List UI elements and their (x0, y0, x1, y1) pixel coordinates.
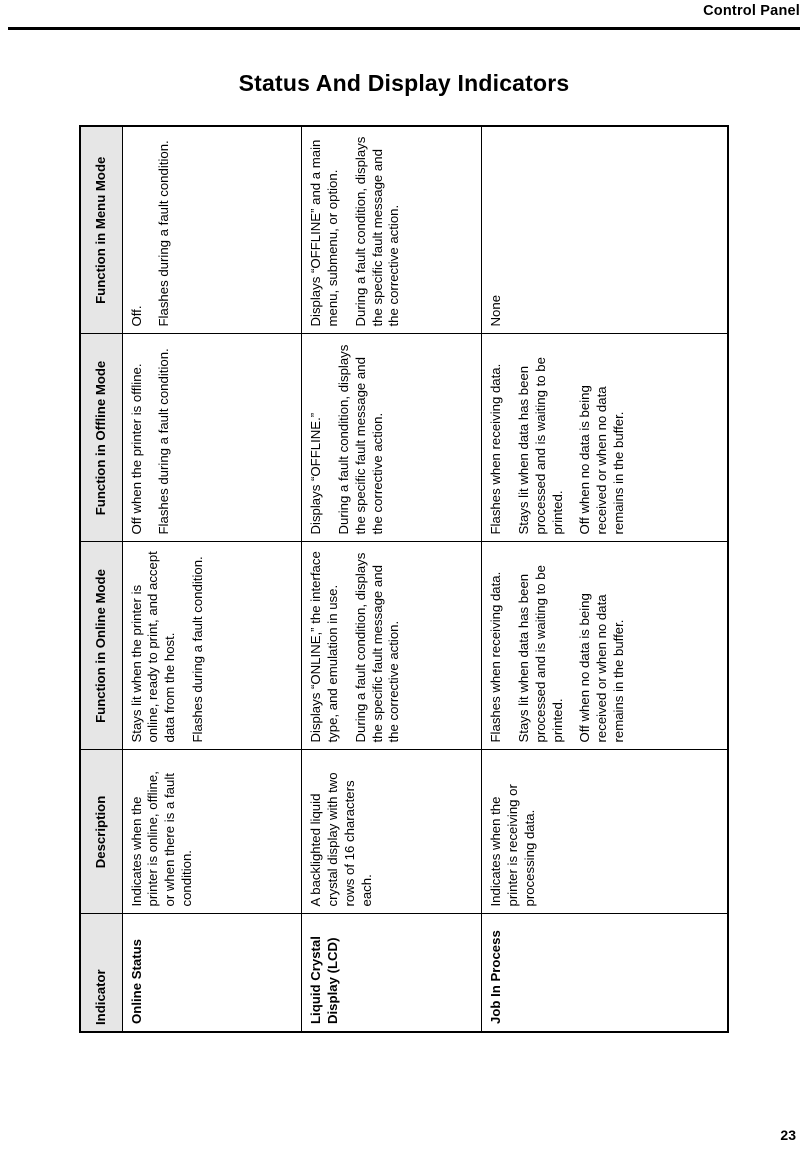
cell-menu-mode-online-status (122, 126, 302, 334)
cell-paragraph: During a fault condition, displays the specific fault message and the corrective action. (352, 136, 402, 327)
column-header-online-line1: Function in Online Mode (92, 569, 108, 723)
page-number: 23 (780, 1127, 796, 1143)
cell-online-mode-lcd (302, 542, 482, 750)
cell-paragraph: Flashes during a fault condition. (156, 140, 172, 327)
cell-paragraph: Flashes during a fault condition. (156, 348, 172, 535)
cell-paragraph: Displays “ONLINE,” the interface type, and emulation in use. (308, 551, 341, 743)
cell-paragraph: Flashes when receiving data. (488, 571, 504, 743)
cell-paragraph: Stays lit when data has been processed and is waiting to be printed. (515, 565, 565, 743)
cell-paragraph: Stays lit when data has been processed and is waiting to be printed. (515, 357, 565, 535)
row-indicator-lcd: Liquid Crystal Display (LCD) (302, 914, 482, 1032)
cell-paragraph: Indicates when the printer is online, offline, or when there is a fault condition. (128, 771, 194, 907)
cell-paragraph: During a fault condition, displays the specific fault message and the corrective action. (352, 552, 402, 743)
cell-offline-mode-job-in-process (482, 334, 728, 542)
cell-paragraph: Flashes when receiving data. (488, 363, 504, 535)
cell-paragraph: Displays “OFFLINE” and a main menu, submenu, or option. (308, 139, 341, 327)
table-header-row (80, 126, 122, 1032)
column-header-description: Description (80, 750, 122, 914)
cell-paragraph: A backlighted liquid crystal display with two rows of 16 characters each. (308, 772, 374, 907)
cell-paragraph: Displays “OFFLINE.” (308, 412, 324, 535)
column-header-offline-mode (80, 334, 122, 542)
cell-paragraph: Off. (128, 305, 144, 327)
table-row (302, 126, 482, 1032)
rotated-table-wrapper (79, 127, 729, 1033)
cell-paragraph: None (488, 294, 504, 327)
cell-paragraph: Off when no data is being received or when no data remains in the buffer. (577, 593, 626, 743)
cell-paragraph: Off when the printer is offline. (128, 363, 144, 535)
column-header-menu-mode (80, 126, 122, 334)
column-header-online-mode (80, 542, 122, 750)
column-header-menu-line1: Function in Menu Mode (92, 156, 108, 304)
page-title: Status And Display Indicators (238, 70, 570, 96)
cell-online-mode-online-status (122, 542, 302, 750)
table-row (122, 126, 302, 1032)
cell-description-job-in-process (482, 750, 728, 914)
cell-paragraph: During a fault condition, displays the specific fault message and the corrective action. (336, 344, 385, 535)
cell-menu-mode-lcd (302, 126, 482, 334)
cell-offline-mode-lcd (302, 334, 482, 542)
row-indicator-online-status: Online Status (122, 914, 302, 1032)
cell-menu-mode-job-in-process (482, 126, 728, 334)
row-indicator-job-in-process: Job In Process (482, 914, 728, 1032)
column-header-indicator: Indicator (80, 914, 122, 1032)
table-row (482, 126, 728, 1032)
cell-online-mode-job-in-process (482, 542, 728, 750)
cell-description-online-status (122, 750, 302, 914)
cell-paragraph: Stays lit when the printer is online, ready to print, and accept data from the host. (128, 551, 178, 743)
cell-paragraph: Indicates when the printer is receiving or processing data. (488, 784, 537, 907)
column-header-offline-line1: Function in Offline Mode (92, 360, 108, 516)
cell-description-lcd (302, 750, 482, 914)
status-display-indicators-table (79, 125, 729, 1033)
header-title: Control Panel (703, 3, 800, 19)
cell-paragraph: Flashes during a fault condition. (189, 556, 205, 743)
cell-paragraph: Off when no data is being received or when no data remains in the buffer. (577, 385, 626, 535)
cell-offline-mode-online-status (122, 334, 302, 542)
